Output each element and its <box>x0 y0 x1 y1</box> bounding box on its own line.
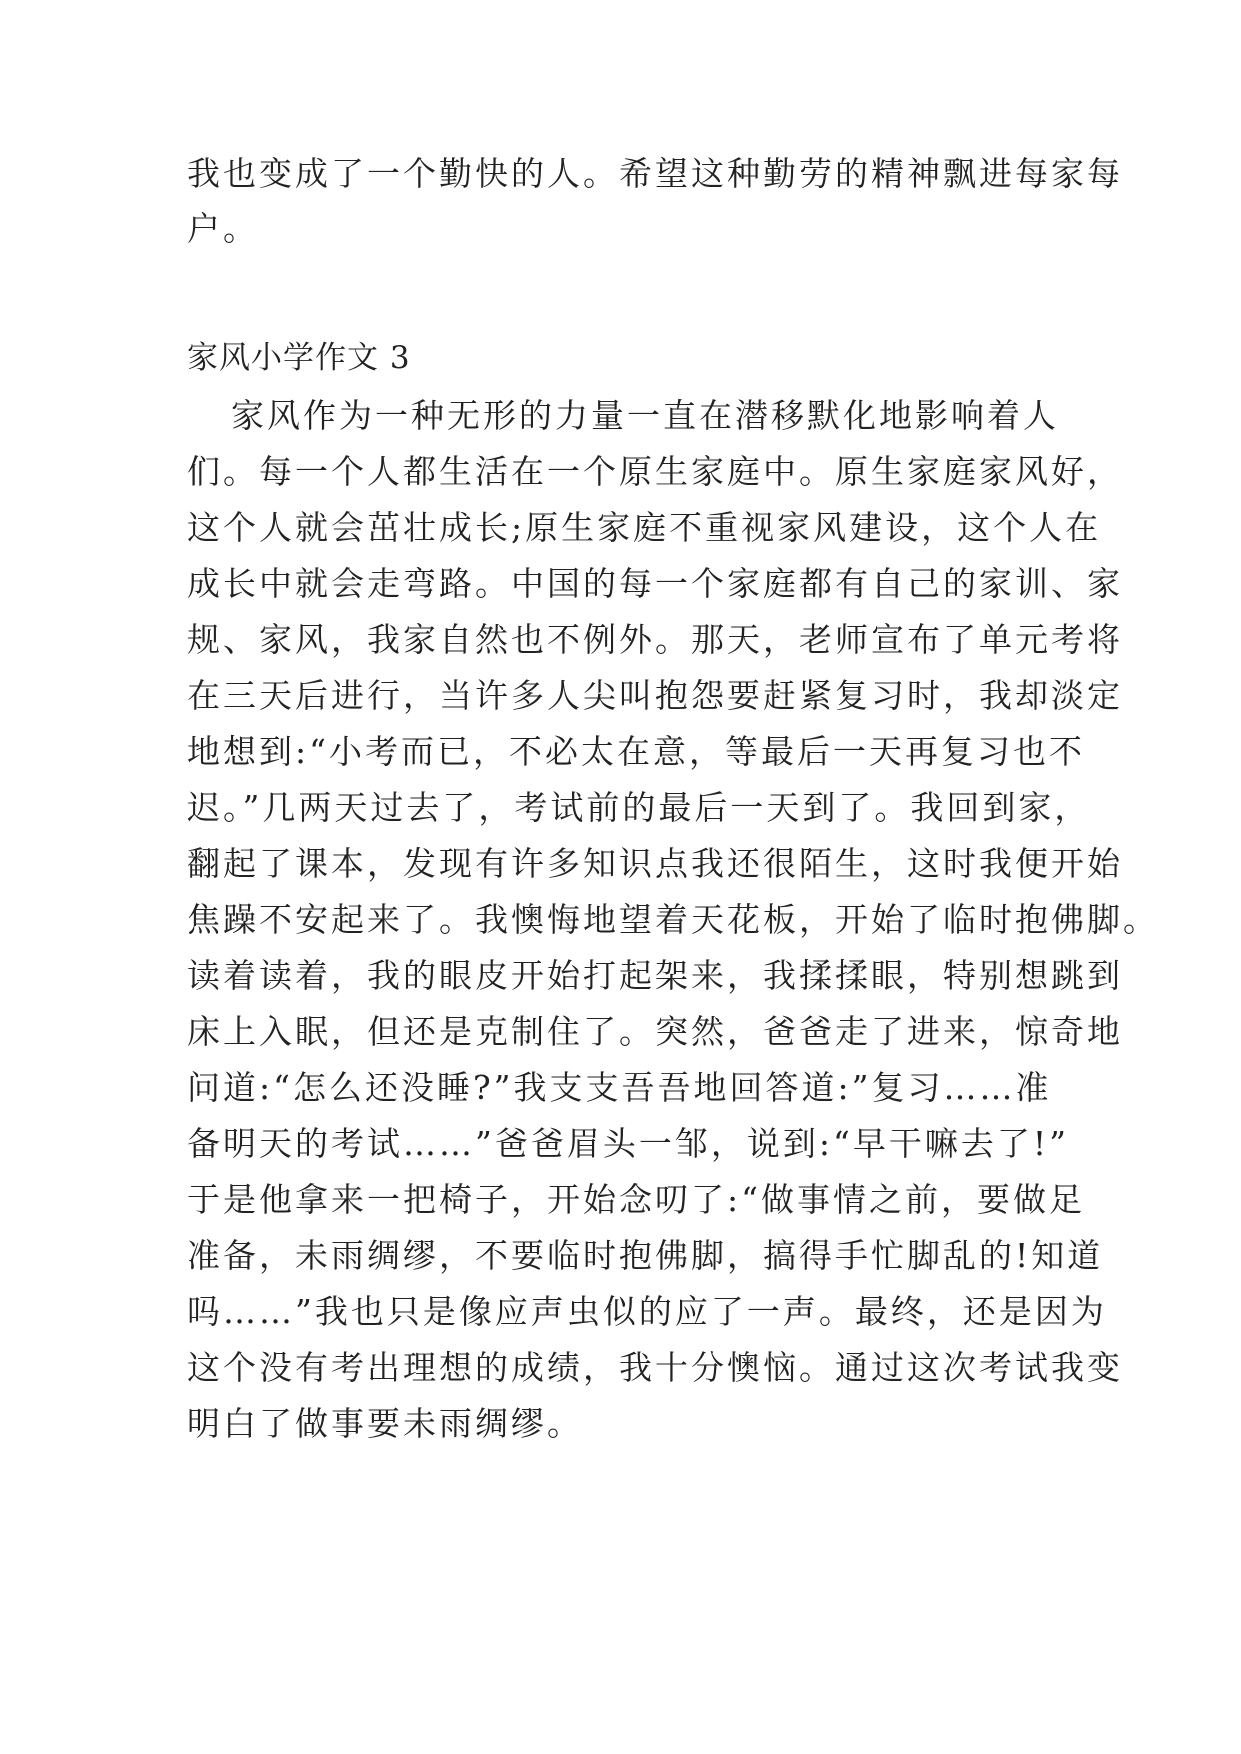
body-line: 于是他拿来一把椅子，开始念叨了:“做事情之前，要做足 <box>187 1180 1085 1219</box>
body-line: 明白了做事要未雨绸缪。 <box>187 1404 583 1443</box>
body-line: 准备，未雨绸缪，不要临时抱佛脚，搞得手忙脚乱的!知道 <box>187 1236 1104 1275</box>
body-line: 规、家风，我家自然也不例外。那天，老师宣布了单元考将 <box>187 620 1123 659</box>
body-line: 成长中就会走弯路。中国的每一个家庭都有自己的家训、家 <box>187 564 1123 603</box>
body-line: 这个人就会茁壮成长;原生家庭不重视家风建设，这个人在 <box>187 508 1102 547</box>
body-line: 翻起了课本，发现有许多知识点我还很陌生，这时我便开始 <box>187 844 1123 883</box>
body-line: 床上入眠，但还是克制住了。突然，爸爸走了进来，惊奇地 <box>187 1012 1123 1051</box>
intro-line: 户。 <box>187 209 259 248</box>
body-line: 迟。”几两天过去了，考试前的最后一天到了。我回到家， <box>187 788 1091 827</box>
body-line: 这个没有考出理想的成绩，我十分懊恼。通过这次考试我变 <box>187 1348 1123 1387</box>
body-line: 问道:“怎么还没睡?”我支支吾吾地回答道:”复习……准 <box>187 1068 1052 1107</box>
body-line: 地想到:“小考而已，不必太在意，等最后一天再复习也不 <box>187 732 1085 771</box>
body-line: 备明天的考试……”爸爸眉头一邹，说到:“早干嘛去了!” <box>187 1124 1069 1163</box>
section-title: 家风小学作文 3 <box>187 340 411 376</box>
body-line: 在三天后进行，当许多人尖叫抱怨要赶紧复习时，我却淡定 <box>187 676 1123 715</box>
body-line: 焦躁不安起来了。我懊悔地望着天花板，开始了临时抱佛脚。 <box>187 900 1159 939</box>
body-line: 们。每一个人都生活在一个原生家庭中。原生家庭家风好， <box>187 452 1123 491</box>
body-line: 家风作为一种无形的力量一直在潜移默化地影响着人 <box>231 396 1059 435</box>
intro-line: 我也变成了一个勤快的人。希望这种勤劳的精神飘进每家每 <box>187 154 1123 193</box>
body-line: 读着读着，我的眼皮开始打起架来，我揉揉眼，特别想跳到 <box>187 956 1123 995</box>
body-line: 吗……”我也只是像应声虫似的应了一声。最终，还是因为 <box>187 1292 1107 1331</box>
